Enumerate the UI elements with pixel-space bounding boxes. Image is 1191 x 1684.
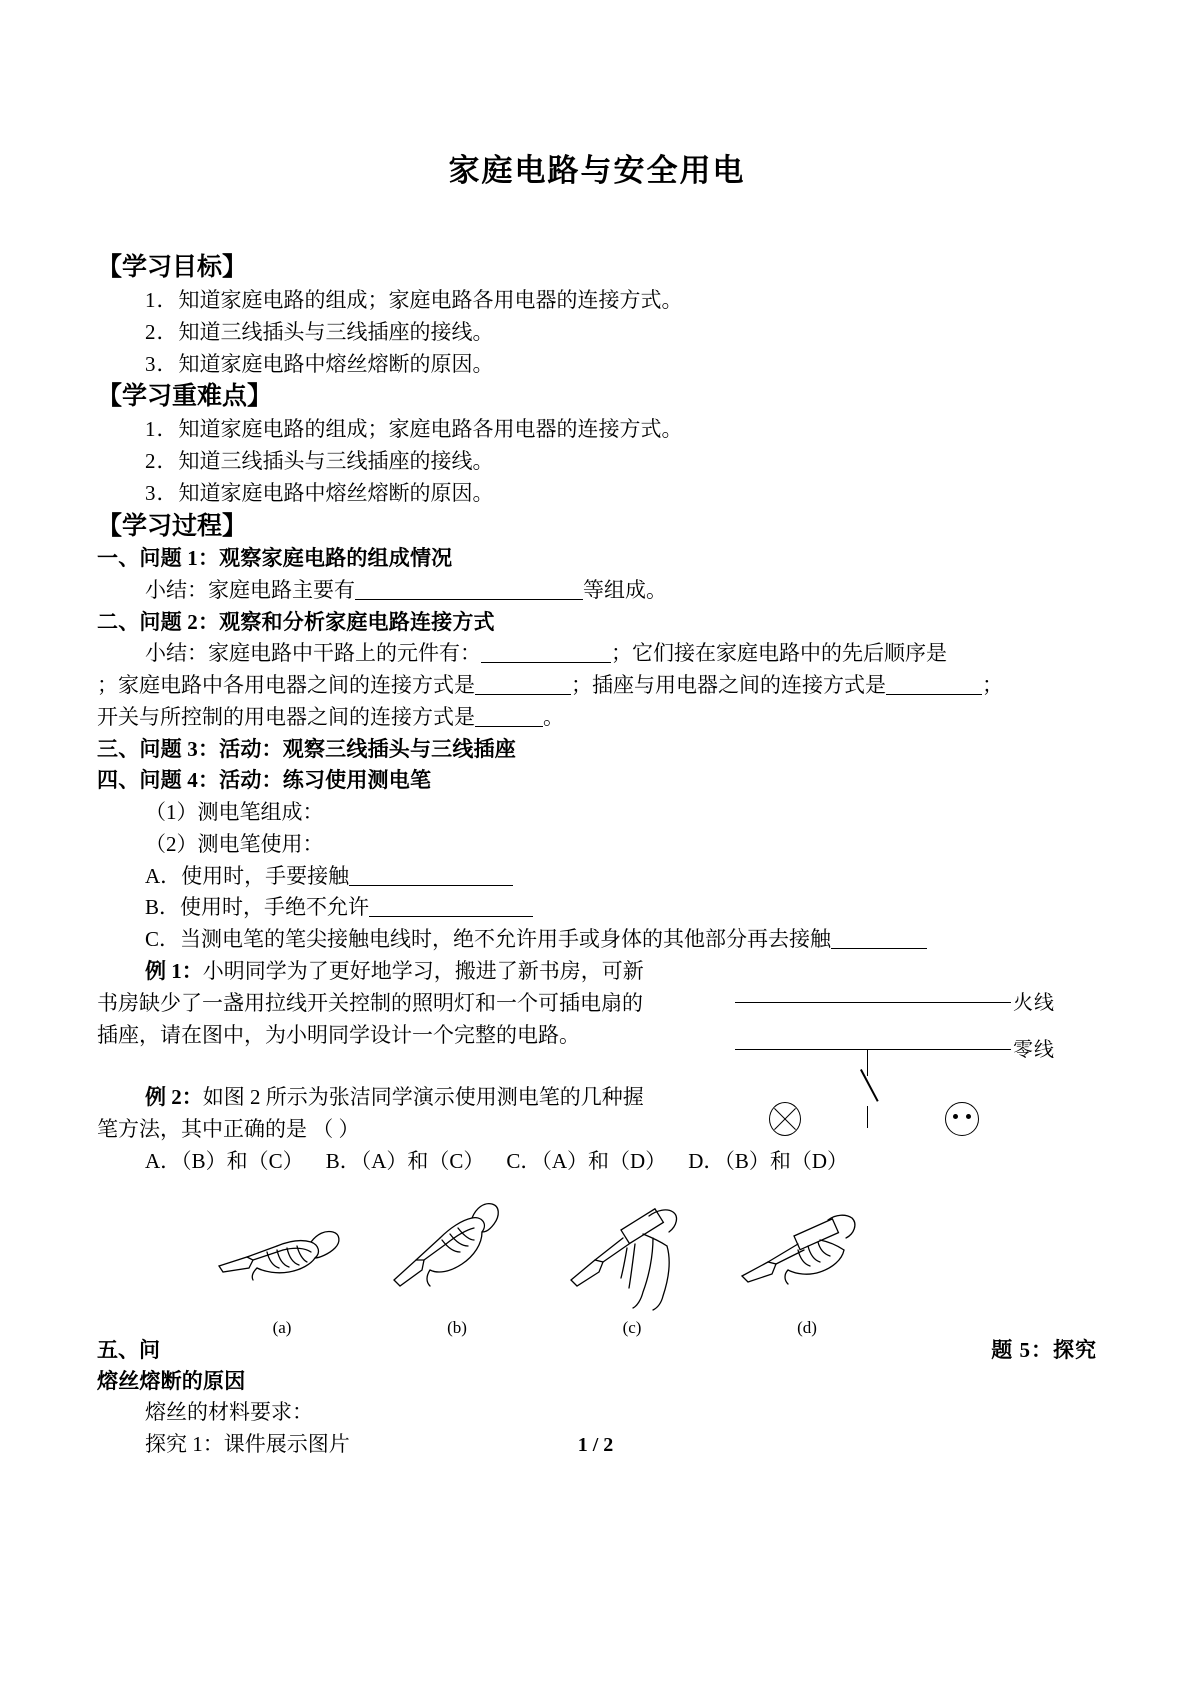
- example-1-line1-text: 小明同学为了更好地学习，搬进了新书房，可新: [202, 959, 644, 984]
- choice-a[interactable]: A．（B）和（C）: [145, 1148, 304, 1173]
- question-4-sub2: （2）测电笔使用：: [145, 831, 324, 856]
- example-1-text: [97, 956, 707, 1052]
- fill-blank[interactable]: [831, 933, 927, 949]
- live-wire-line: [735, 1002, 997, 1003]
- question-5-sub1: 熔丝的材料要求：: [145, 1400, 313, 1425]
- question-3-heading: 三、问题 3：活动：观察三线插头与三线插座: [97, 736, 516, 761]
- question-2-line1-prefix: 小结：家庭电路中干路上的元件有：: [145, 641, 481, 666]
- choice-b[interactable]: B．（A）和（C）: [325, 1148, 485, 1173]
- question-2-line2-suffix: ；: [982, 672, 1003, 697]
- question-4-item-c: [97, 924, 1097, 956]
- question-2-summary-line3: [97, 702, 1097, 734]
- tester-grip-figure-d: [732, 1194, 882, 1314]
- objectives-item-text: 知道家庭电路的组成；家庭电路各用电器的连接方式。: [178, 287, 683, 312]
- question-4-item-b: [97, 892, 1097, 924]
- objectives-item-number: 1．: [145, 287, 179, 312]
- question-2-line3-suffix: 。: [543, 704, 564, 729]
- question-2-heading: 二、问题 2：观察和分析家庭电路连接方式: [97, 609, 495, 634]
- example-2-line1-text: 如图 2 所示为张洁同学演示使用测电笔的几种握: [202, 1085, 644, 1109]
- question-2-line3-prefix: 开关与所控制的用电器之间的连接方式是: [97, 704, 475, 729]
- question-4-item-c-text: C．当测电笔的笔尖接触电线时，绝不允许用手或身体的其他部分再去接触: [145, 927, 832, 952]
- fill-blank[interactable]: [475, 711, 543, 727]
- question-4-sub1: （1）测电笔组成：: [145, 799, 324, 824]
- figure-caption-a: (a): [272, 1317, 292, 1337]
- neutral-wire-label: 零线: [1013, 1039, 1055, 1062]
- tester-grip-figure-a: [207, 1194, 357, 1314]
- question-2-line1-suffix: ；它们接在家庭电路中的先后顺序是: [611, 641, 947, 666]
- fill-blank[interactable]: [475, 679, 571, 695]
- key-points-item: [97, 478, 1097, 510]
- figure-caption-b: (b): [447, 1317, 467, 1337]
- example-1-label: 例 1：: [145, 959, 203, 984]
- neutral-wire-lead: [997, 1049, 1011, 1050]
- example-1-block: [97, 956, 1097, 1062]
- objectives-item: [97, 285, 1097, 317]
- question-2-summary-line1: [97, 638, 1097, 670]
- question-4-item-a: [97, 861, 1097, 893]
- tester-grip-figure-c: [557, 1194, 707, 1314]
- key-points-item: [97, 414, 1097, 446]
- socket-hole-right: [966, 1114, 971, 1119]
- example-2-line2: 笔方法，其中正确的是 （ ）: [97, 1116, 360, 1141]
- question-5-sub2: 探究 1：课件展示图片: [145, 1432, 350, 1457]
- tester-grip-figures: [97, 1194, 1097, 1337]
- choice-d[interactable]: D．（B）和（D）: [688, 1148, 849, 1173]
- key-points-item: [97, 446, 1097, 478]
- key-points-item-text: 知道家庭电路的组成；家庭电路各用电器的连接方式。: [178, 416, 683, 441]
- key-points-item-text: 知道家庭电路中熔丝熔断的原因。: [178, 480, 494, 505]
- socket-hole-left: [953, 1114, 958, 1119]
- question-5-heading-row: [97, 1334, 1097, 1366]
- page-content: [97, 0, 1097, 1461]
- question-1-heading: 一、问题 1：观察家庭电路的组成情况: [97, 546, 453, 571]
- objectives-item-text: 知道三线插头与三线插座的接线。: [178, 319, 494, 344]
- objectives-item-number: 2．: [145, 319, 179, 344]
- fill-blank[interactable]: [349, 870, 513, 886]
- example-1-line3: 插座，请在图中，为小明同学设计一个完整的电路。: [97, 1023, 580, 1048]
- question-1-summary-prefix: 小结：家庭电路主要有: [145, 577, 355, 602]
- question-2-summary-line2: [97, 670, 1097, 702]
- fill-blank[interactable]: [481, 647, 611, 663]
- question-5-heading-right: 题 5：探究: [991, 1337, 1097, 1362]
- live-wire-label: 火线: [1013, 992, 1055, 1015]
- example-1-line1: [97, 956, 707, 988]
- choice-c[interactable]: C．（A）和（D）: [506, 1148, 667, 1173]
- objectives-item: [97, 317, 1097, 349]
- lamp-icon: [769, 1102, 801, 1136]
- socket-icon: [945, 1102, 979, 1136]
- fill-blank[interactable]: [886, 679, 982, 695]
- example-1-line2: 书房缺少了一盏用拉线开关控制的照明灯和一个可插电扇的: [97, 991, 643, 1016]
- page-title: 家庭电路与安全用电: [448, 153, 746, 188]
- fill-blank[interactable]: [369, 901, 533, 917]
- key-points-item-number: 2．: [145, 448, 179, 473]
- tester-grip-figure-b: [382, 1194, 532, 1314]
- neutral-wire-line: [735, 1049, 997, 1050]
- question-1-summary: [97, 575, 1097, 607]
- fill-blank[interactable]: [355, 584, 583, 600]
- key-points-item-number: 3．: [145, 480, 179, 505]
- key-points-heading: 【学习重难点】: [97, 383, 273, 411]
- key-points-item-text: 知道三线插头与三线插座的接线。: [178, 448, 494, 473]
- question-4-heading: 四、问题 4：活动：练习使用测电笔: [97, 768, 432, 793]
- page-footer: 1 / 2: [577, 1434, 614, 1456]
- figure-caption-c: (c): [622, 1317, 642, 1337]
- objectives-item-text: 知道家庭电路中熔丝熔断的原因。: [178, 351, 494, 376]
- pull-switch-lower-lead: [867, 1106, 868, 1128]
- question-5-heading-line2: 熔丝熔断的原因: [97, 1368, 246, 1393]
- live-wire-lead: [997, 1002, 1011, 1003]
- example-2-label: 例 2：: [145, 1085, 203, 1109]
- objectives-item: [97, 349, 1097, 381]
- question-2-line2-mid: ；插座与用电器之间的连接方式是: [571, 672, 886, 697]
- circuit-diagram: [727, 974, 1092, 1159]
- question-5-heading-left: 五、问: [97, 1337, 160, 1362]
- question-4-item-b-text: B．使用时，手绝不允许: [145, 895, 370, 920]
- objectives-heading: 【学习目标】: [97, 254, 248, 282]
- figure-caption-d: (d): [797, 1317, 817, 1337]
- question-2-line2-prefix: ；家庭电路中各用电器之间的连接方式是: [97, 672, 475, 697]
- objectives-item-number: 3．: [145, 351, 179, 376]
- process-heading: 【学习过程】: [97, 512, 248, 540]
- key-points-item-number: 1．: [145, 416, 179, 441]
- question-4-item-a-text: A．使用时，手要接触: [145, 863, 350, 888]
- question-1-summary-suffix: 等组成。: [583, 577, 667, 602]
